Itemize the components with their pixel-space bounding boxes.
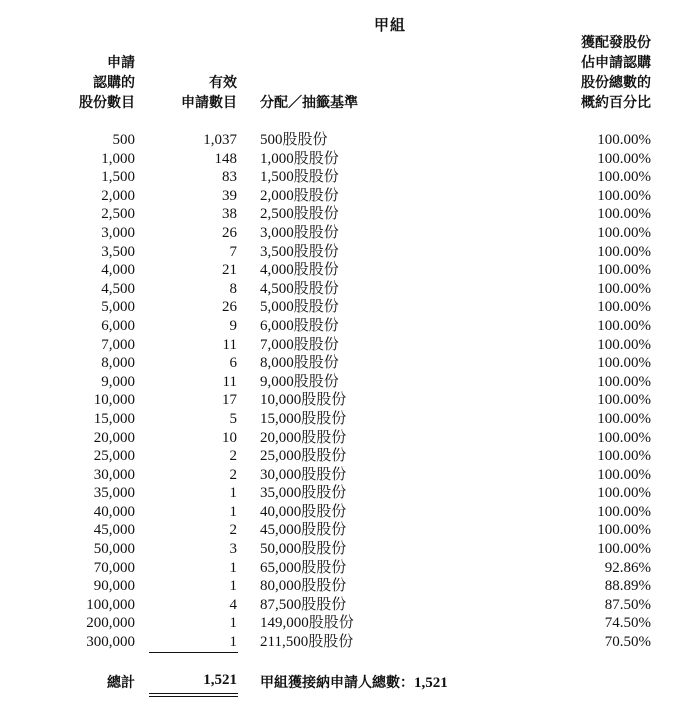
cell-valid-applications: 26 xyxy=(222,224,237,241)
cell-allocation-basis: 40,000股股份 xyxy=(260,503,347,520)
header-approx-percentage: 獲配發股份 佔申請認購 股份總數的 概約百分比 xyxy=(581,35,651,111)
table-row xyxy=(0,187,691,206)
cell-applied-shares: 1,000 xyxy=(101,150,135,167)
cell-approx-percentage: 100.00% xyxy=(597,224,651,241)
cell-valid-applications: 1 xyxy=(229,634,237,651)
cell-approx-percentage: 87.50% xyxy=(604,596,651,613)
cell-allocation-basis: 2,000股股份 xyxy=(260,187,339,204)
cell-allocation-basis: 50,000股股份 xyxy=(260,541,347,558)
cell-approx-percentage: 100.00% xyxy=(597,132,651,148)
cell-approx-percentage: 88.89% xyxy=(604,578,651,595)
cell-applied-shares: 8,000 xyxy=(101,355,135,372)
cell-valid-applications: 11 xyxy=(222,336,237,353)
cell-allocation-basis: 65,000股股份 xyxy=(260,559,347,576)
total-double-rule-bottom xyxy=(149,696,238,697)
cell-allocation-basis: 3,500股股份 xyxy=(260,243,339,260)
cell-approx-percentage: 100.00% xyxy=(597,262,651,279)
header-valid-applications: 有效 申請數目 xyxy=(181,75,237,111)
total-summary-value: 1,521 xyxy=(414,675,448,691)
cell-allocation-basis: 80,000股股份 xyxy=(260,578,347,595)
cell-allocation-basis: 211,500股股份 xyxy=(260,634,354,651)
cell-approx-percentage: 100.00% xyxy=(597,503,651,520)
table-row xyxy=(0,336,691,355)
cell-allocation-basis: 25,000股股份 xyxy=(260,448,347,465)
table-row xyxy=(0,354,691,373)
cell-allocation-basis: 35,000股股份 xyxy=(260,485,347,502)
cell-approx-percentage: 100.00% xyxy=(597,410,651,427)
table-row xyxy=(0,521,691,540)
cell-applied-shares: 70,000 xyxy=(93,559,135,576)
cell-allocation-basis: 87,500股股份 xyxy=(260,596,347,613)
table-row xyxy=(0,410,691,429)
cell-approx-percentage: 100.00% xyxy=(597,187,651,204)
table-row xyxy=(0,261,691,280)
table-row xyxy=(0,224,691,243)
cell-valid-applications: 5 xyxy=(229,410,237,427)
cell-valid-applications: 26 xyxy=(222,299,237,316)
cell-applied-shares: 2,000 xyxy=(101,187,135,204)
cell-allocation-basis: 15,000股股份 xyxy=(260,410,347,427)
cell-valid-applications: 1 xyxy=(229,578,237,595)
cell-applied-shares: 4,500 xyxy=(101,280,135,297)
cell-applied-shares: 100,000 xyxy=(86,596,135,613)
table-row xyxy=(0,596,691,615)
subtotal-rule xyxy=(149,652,238,653)
cell-valid-applications: 38 xyxy=(222,206,237,223)
cell-approx-percentage: 100.00% xyxy=(597,448,651,465)
cell-approx-percentage: 100.00% xyxy=(597,169,651,186)
cell-valid-applications: 21 xyxy=(222,262,237,279)
cell-approx-percentage: 100.00% xyxy=(597,280,651,297)
cell-approx-percentage: 100.00% xyxy=(597,206,651,223)
table-row xyxy=(0,243,691,262)
cell-approx-percentage: 100.00% xyxy=(597,243,651,260)
cell-valid-applications: 1 xyxy=(229,485,237,502)
cell-applied-shares: 45,000 xyxy=(93,522,135,539)
cell-valid-applications: 3 xyxy=(229,541,237,558)
total-label: 總計 xyxy=(107,675,135,691)
table-row xyxy=(0,168,691,187)
header-allocation-basis: 分配／抽籤基準 xyxy=(260,95,358,111)
cell-applied-shares: 25,000 xyxy=(93,448,135,465)
cell-applied-shares: 10,000 xyxy=(93,392,135,409)
cell-valid-applications: 11 xyxy=(222,373,237,390)
cell-approx-percentage: 100.00% xyxy=(597,150,651,167)
cell-applied-shares: 15,000 xyxy=(93,410,135,427)
table-row xyxy=(0,503,691,522)
table-row xyxy=(0,150,691,169)
table-row xyxy=(0,205,691,224)
table-row xyxy=(0,577,691,596)
table-row xyxy=(0,280,691,299)
group-title: 甲組 xyxy=(373,16,406,34)
cell-valid-applications: 1,037 xyxy=(203,132,237,148)
cell-valid-applications: 39 xyxy=(222,187,237,204)
cell-applied-shares: 1,500 xyxy=(101,169,135,186)
table-row xyxy=(0,317,691,336)
cell-allocation-basis: 20,000股股份 xyxy=(260,429,347,446)
cell-valid-applications: 83 xyxy=(222,169,237,186)
cell-valid-applications: 9 xyxy=(229,317,237,334)
cell-allocation-basis: 7,000股股份 xyxy=(260,336,339,353)
table-row xyxy=(0,614,691,633)
total-double-rule-top xyxy=(149,693,238,694)
cell-applied-shares: 2,500 xyxy=(101,206,135,223)
table-row xyxy=(0,540,691,559)
cell-valid-applications: 2 xyxy=(229,466,237,483)
table-row xyxy=(0,429,691,448)
allocation-rows xyxy=(0,131,691,652)
cell-approx-percentage: 100.00% xyxy=(597,336,651,353)
cell-applied-shares: 200,000 xyxy=(86,615,135,632)
cell-allocation-basis: 30,000股股份 xyxy=(260,466,347,483)
cell-approx-percentage: 100.00% xyxy=(597,317,651,334)
cell-applied-shares: 90,000 xyxy=(93,578,135,595)
cell-allocation-basis: 4,000股股份 xyxy=(260,262,339,279)
cell-valid-applications: 2 xyxy=(229,522,237,539)
cell-valid-applications: 2 xyxy=(229,448,237,465)
cell-valid-applications: 1 xyxy=(229,503,237,520)
header-applied-shares: 申請 認購的 股份數目 xyxy=(79,55,135,111)
cell-allocation-basis: 1,500股股份 xyxy=(260,169,339,186)
table-row xyxy=(0,373,691,392)
total-value: 1,521 xyxy=(203,672,237,688)
cell-approx-percentage: 100.00% xyxy=(597,299,651,316)
cell-applied-shares: 40,000 xyxy=(93,503,135,520)
cell-applied-shares: 35,000 xyxy=(93,485,135,502)
cell-applied-shares: 5,000 xyxy=(101,299,135,316)
cell-approx-percentage: 100.00% xyxy=(597,541,651,558)
cell-allocation-basis: 500股股份 xyxy=(260,132,328,148)
cell-approx-percentage: 100.00% xyxy=(597,392,651,409)
cell-valid-applications: 6 xyxy=(229,355,237,372)
cell-approx-percentage: 100.00% xyxy=(597,373,651,390)
cell-applied-shares: 3,000 xyxy=(101,224,135,241)
cell-valid-applications: 17 xyxy=(222,392,237,409)
cell-allocation-basis: 10,000股股份 xyxy=(260,392,347,409)
cell-approx-percentage: 92.86% xyxy=(604,559,651,576)
total-summary xyxy=(260,672,448,692)
table-row xyxy=(0,298,691,317)
cell-valid-applications: 148 xyxy=(214,150,237,167)
table-row xyxy=(0,466,691,485)
cell-approx-percentage: 74.50% xyxy=(604,615,651,632)
cell-applied-shares: 50,000 xyxy=(93,541,135,558)
cell-allocation-basis: 1,000股股份 xyxy=(260,150,339,167)
cell-applied-shares: 500 xyxy=(112,132,135,148)
cell-valid-applications: 1 xyxy=(229,615,237,632)
table-row xyxy=(0,447,691,466)
table-row xyxy=(0,484,691,503)
cell-applied-shares: 300,000 xyxy=(86,634,135,651)
cell-valid-applications: 10 xyxy=(222,429,237,446)
table-row xyxy=(0,633,691,652)
cell-approx-percentage: 100.00% xyxy=(597,355,651,372)
total-summary-label: 甲組獲接納申請人總數： xyxy=(260,675,414,691)
cell-allocation-basis: 6,000股股份 xyxy=(260,317,339,334)
table-row xyxy=(0,559,691,578)
cell-allocation-basis: 5,000股股份 xyxy=(260,299,339,316)
cell-applied-shares: 20,000 xyxy=(93,429,135,446)
cell-allocation-basis: 149,000股股份 xyxy=(260,615,354,632)
cell-applied-shares: 7,000 xyxy=(101,336,135,353)
cell-applied-shares: 30,000 xyxy=(93,466,135,483)
table-row xyxy=(0,131,691,150)
cell-valid-applications: 7 xyxy=(229,243,237,260)
cell-allocation-basis: 9,000股股份 xyxy=(260,373,339,390)
table-row xyxy=(0,391,691,410)
cell-approx-percentage: 100.00% xyxy=(597,429,651,446)
cell-applied-shares: 9,000 xyxy=(101,373,135,390)
cell-approx-percentage: 70.50% xyxy=(604,634,651,651)
cell-allocation-basis: 3,000股股份 xyxy=(260,224,339,241)
cell-applied-shares: 3,500 xyxy=(101,243,135,260)
cell-approx-percentage: 100.00% xyxy=(597,485,651,502)
cell-applied-shares: 6,000 xyxy=(101,317,135,334)
cell-allocation-basis: 4,500股股份 xyxy=(260,280,339,297)
cell-allocation-basis: 45,000股股份 xyxy=(260,522,347,539)
cell-allocation-basis: 2,500股股份 xyxy=(260,206,339,223)
cell-applied-shares: 4,000 xyxy=(101,262,135,279)
cell-valid-applications: 4 xyxy=(229,596,237,613)
cell-valid-applications: 1 xyxy=(229,559,237,576)
cell-valid-applications: 8 xyxy=(229,280,237,297)
cell-allocation-basis: 8,000股股份 xyxy=(260,355,339,372)
cell-approx-percentage: 100.00% xyxy=(597,522,651,539)
cell-approx-percentage: 100.00% xyxy=(597,466,651,483)
